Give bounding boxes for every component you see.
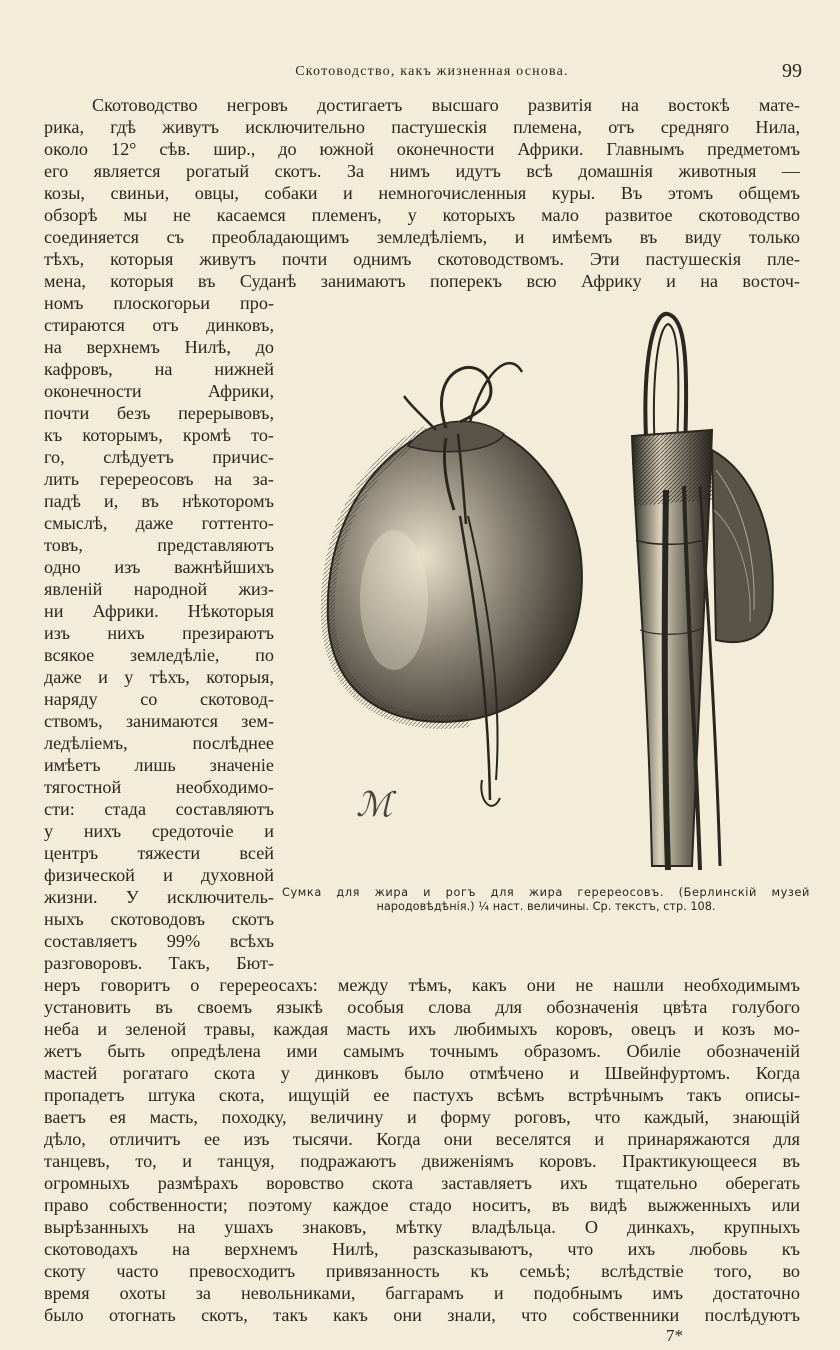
- text-line: неба и зеленой травы, каждая масть ихъ любимыхъ коровъ, овецъ и козъ мо-: [44, 1019, 800, 1039]
- text-line: центръ тяжести всей: [44, 843, 274, 863]
- text-line: составляетъ 99% всѣхъ: [44, 931, 274, 951]
- page-number: 99: [782, 60, 802, 82]
- text-line: было отогнать скотъ, такъ какъ они знали, что собственники послѣдуютъ: [44, 1305, 800, 1325]
- text-line: смыслѣ, даже готтенто-: [44, 513, 274, 533]
- text-line: лить геререосовъ на за-: [44, 469, 274, 489]
- text-line: номъ плоскогорьи про-: [44, 293, 274, 313]
- text-line: соединяется съ преобладающимъ земледѣліемъ, и имѣемъ въ виду только: [44, 227, 800, 247]
- text-line: сти: стада составляютъ: [44, 799, 274, 819]
- text-line: кафровъ, на нижней: [44, 359, 274, 379]
- text-line: товъ, представляютъ: [44, 535, 274, 555]
- text-line: жетъ быть опредѣлена ими самымъ точнымъ образомъ. Обиліе обозначеній: [44, 1041, 800, 1061]
- text-line: стираются отъ динковъ,: [44, 315, 274, 335]
- figure-illustration: [296, 310, 808, 878]
- text-line: наряду со скотовод-: [44, 689, 274, 709]
- fat-horn-drawing: [632, 314, 773, 870]
- text-line: ваетъ ея масть, походку, величину и форму роговъ, что каждый, знающій: [44, 1107, 800, 1127]
- text-line: имѣетъ лишь значеніе: [44, 755, 274, 775]
- text-line: ствомъ, занимаются зем-: [44, 711, 274, 731]
- text-line: ныхъ скотоводовъ скотъ: [44, 909, 274, 929]
- caption-line: Сумка для жира и рогъ для жира геререосовъ. (Берлинскій музей: [282, 886, 810, 899]
- text-line: скотоводахъ на верхнемъ Нилѣ, разсказываютъ, что ихъ любовь къ: [44, 1239, 800, 1259]
- text-line: танцевъ, то, и танцуя, подражаютъ движеніямъ коровъ. Практикующееся въ: [44, 1151, 800, 1171]
- engraving-image: [296, 310, 808, 878]
- text-line: вырѣзанныхъ на ушахъ знаковъ, мѣтку владѣльца. О динкахъ, крупныхъ: [44, 1217, 800, 1237]
- text-line: одно изъ важнѣйшихъ: [44, 557, 274, 577]
- text-line: право собственности; поэтому каждое стадо носитъ, въ видѣ выжженныхъ или: [44, 1195, 800, 1215]
- text-line: всякое земледѣліе, по: [44, 645, 274, 665]
- page-header: [62, 60, 802, 88]
- text-line: явленій народной жиз-: [44, 579, 274, 599]
- text-line: жизни. У исключитель-: [44, 887, 274, 907]
- printer-signature-mark: 7*: [666, 1326, 683, 1345]
- text-line: около 12° сѣв. шир., до южной оконечности Африки. Главнымъ предметомъ: [44, 139, 800, 159]
- fat-bag-drawing: [328, 363, 582, 806]
- text-line: на верхнемъ Нилѣ, до: [44, 337, 274, 357]
- text-line: рика, гдѣ живутъ исключительно пастушескія племена, отъ средняго Нила,: [44, 117, 800, 137]
- text-line: его является рогатый скотъ. За нимъ идутъ всѣ домашнія животныя —: [44, 161, 800, 181]
- text-line: го, слѣдуетъ причис-: [44, 447, 274, 467]
- text-line: падѣ и, въ нѣкоторомъ: [44, 491, 274, 511]
- text-line: ледѣліемъ, послѣднее: [44, 733, 274, 753]
- text-line: изъ нихъ презираютъ: [44, 623, 274, 643]
- text-line: даже и у тѣхъ, которыя,: [44, 667, 274, 687]
- text-line: физической и духовной: [44, 865, 274, 885]
- caption-line: народовѣдѣнія.) ¼ наст. величины. Ср. текстъ, стр. 108.: [376, 900, 716, 913]
- text-line: Скотоводство негровъ достигаетъ высшаго развитія на востокѣ мате-: [92, 95, 800, 115]
- text-line: мастей рогатаго скота у динковъ было отмѣчено и Швейнфуртомъ. Когда: [44, 1063, 800, 1083]
- text-line: мена, которыя въ Суданѣ занимаютъ поперекъ всю Африку и на восточ-: [44, 271, 800, 291]
- text-line: неръ говоритъ о геререосахъ: между тѣмъ, какъ они не нашли необходимымъ: [44, 975, 800, 995]
- running-title: Скотоводство, какъ жизненная основа.: [295, 64, 569, 79]
- text-line: ни Африки. Нѣкоторыя: [44, 601, 274, 621]
- text-line: обзорѣ мы не касаемся племенъ, у которыхъ мало развитое скотоводство: [44, 205, 800, 225]
- text-line: оконечности Африки,: [44, 381, 274, 401]
- artist-monogram: ℳ: [356, 787, 393, 824]
- text-line: козы, свиньи, овцы, собаки и немногочисленныя куры. Въ этомъ общемъ: [44, 183, 800, 203]
- text-line: тягостной необходимо-: [44, 777, 274, 797]
- figure-caption: [282, 886, 810, 914]
- text-line: почти безъ перерывовъ,: [44, 403, 274, 423]
- text-line: дѣло, отличитъ ее изъ тысячи. Когда они веселятся и принаряжаются для: [44, 1129, 800, 1149]
- text-line: тѣхъ, которыя живутъ почти однимъ скотоводствомъ. Эти пастушескія пле-: [44, 249, 800, 269]
- text-line: время охоты за невольниками, баггарамъ и подобнымъ имъ достаточно: [44, 1283, 800, 1303]
- text-line: разговоровъ. Такъ, Бют-: [44, 953, 274, 973]
- text-line: къ которымъ, кромѣ то-: [44, 425, 274, 445]
- text-line: установить въ своемъ языкѣ особыя слова для обозначенія цвѣта голубого: [44, 997, 800, 1017]
- text-line: скоту часто превосходитъ привязанность къ семьѣ; вслѣдствіе того, во: [44, 1261, 800, 1281]
- text-line: пропадетъ штука скота, ищущій ее пастухъ всѣмъ встрѣчнымъ такъ описы-: [44, 1085, 800, 1105]
- text-line: огромныхъ размѣрахъ воровство скота заставляетъ ихъ тщательно оберегать: [44, 1173, 800, 1193]
- text-line: у нихъ средоточіе и: [44, 821, 274, 841]
